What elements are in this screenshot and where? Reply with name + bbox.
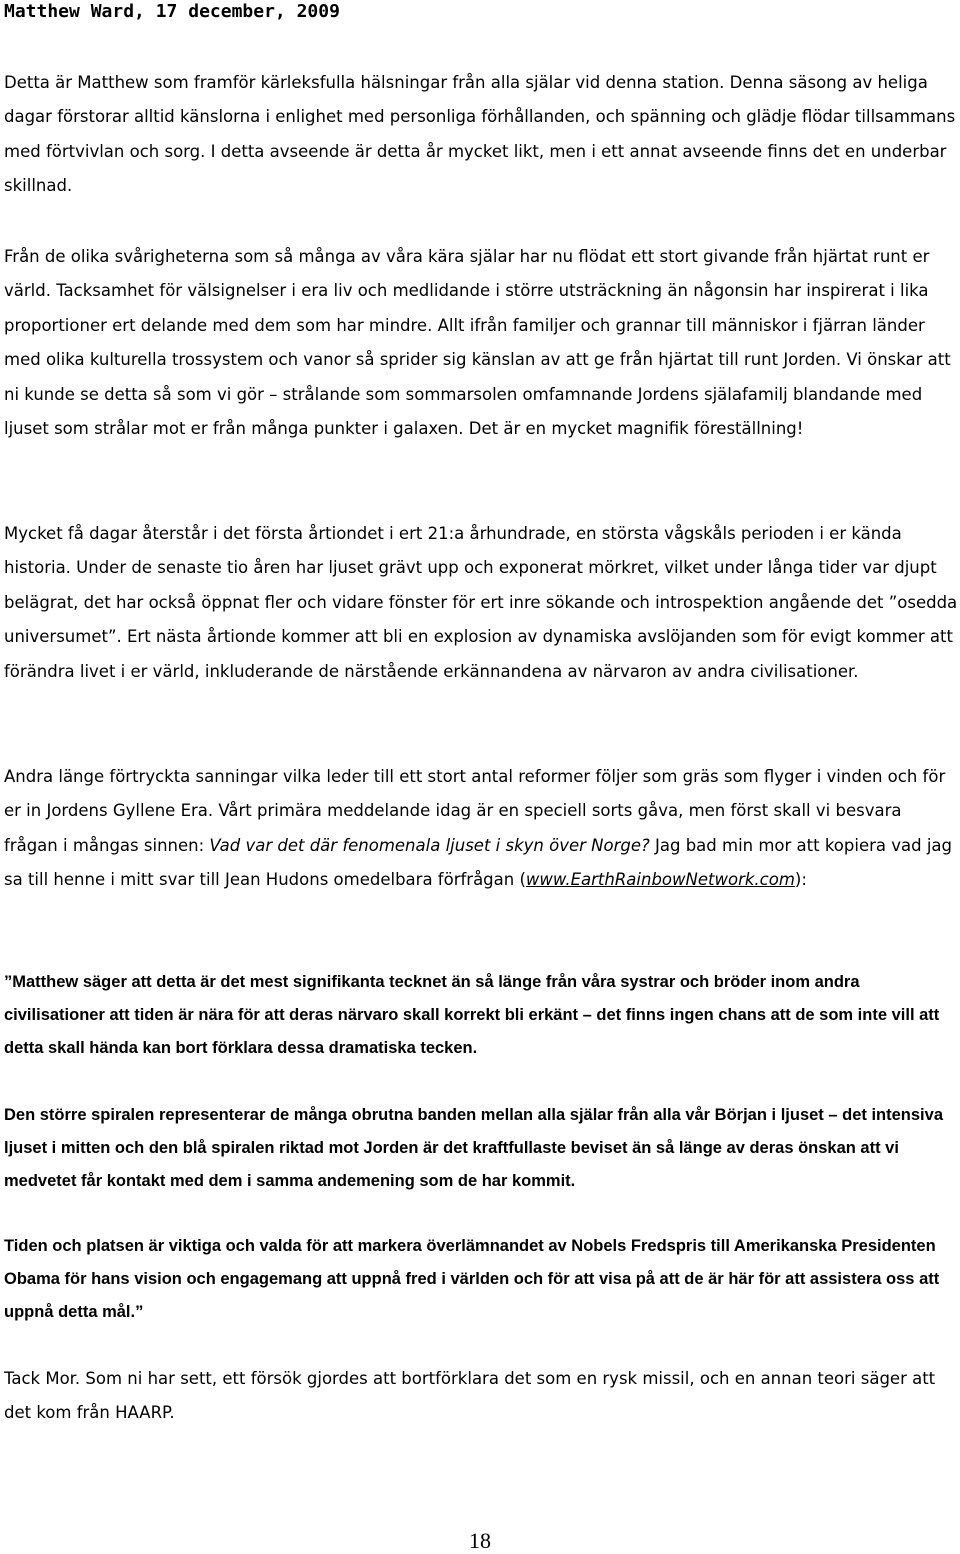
paragraph-4-text-c: ): [794,870,807,890]
paragraph-2: Från de olika svårigheterna som så många av våra kära själar har nu flödat ett stort givande från hjärtat runt er värld. Tacksamhet för välsignelser i era liv och medlidande i större utsträckning än någonsin har inspirerat i lika proportioner ert delande med dem som har mindre. Allt ifrån familjer och grannar till människor i fjärran länder med olika kulturella trossystem och vanor så sprider sig känslan av att ge från hjärtat till runt Jorden. Vi önskar att ni kunde se detta så som vi gör – strålande som sommarsolen omfamnande Jordens själafamilj blandande med ljuset som strålar mot er från många punkter i galaxen. Det är en mycket magnifik föreställning! [4,247,951,439]
paragraph-8: Tack Mor. Som ni har sett, ett försök gjordes att bortförklara det som en rysk missil, och en annan teori säger att det kom från HAARP. [4,1369,936,1423]
page-number: 18 [469,1528,491,1553]
paragraph-4-text-b: Jag bad min mor att kopiera vad jag sa till henne i mitt svar till Jean Hudons omedelbara förfrågan ( [4,835,953,890]
website-link[interactable]: www.EarthRainbowNetwork.com [525,870,795,890]
quote-paragraph-2: Den större spiralen representerar de många obrutna banden mellan alla själar från alla vår Början i ljuset – det intensiva ljuset i mitten och den blå spiralen riktad mot Jorden är det kraftfullaste beviset än så länge av deras önskan att vi medvetet får kontakt med dem i samma andemening som de har kommit. [4,1106,943,1190]
paragraph-4-italic-question: Vad var det där fenomenala ljuset i skyn över Norge? [209,835,650,855]
paragraph-3: Mycket få dagar återstår i det första årtiondet i ert 21:a århundrade, en största vågskåls perioden i er kända historia. Under de senaste tio åren har ljuset grävt upp och exponerat mörkret, vilket under långa tider var djupt belägrat, det har också öppnat fler och vidare fönster för ert inre sökande och introspektion angående det ”osedda universumet”. Ert nästa årtionde kommer att bli en explosion av dynamiska avslöjanden som för evigt kommer att förändra livet i er värld, inkluderande de närstående erkännandena av närvaron av andra civilisationer. [4,524,958,681]
quote-paragraph-3: Tiden och platsen är viktiga och valda för att markera överlämnandet av Nobels Fredspris till Amerikanska Presidenten Obama för hans vision och engagemang att uppnå fred i världen och för att visa på att de är här för att assistera oss att uppnå detta mål.” [4,1237,940,1321]
paragraph-1: Detta är Matthew som framför kärleksfulla hälsningar från alla själar vid denna station. Denna säsong av heliga dagar förstorar alltid känslorna i enlighet med personliga förhållanden, och spänning och glädje flödar tillsammans med förtvivlan och sorg. I detta avseende är detta år mycket likt, men i ett annat avseende finns det en underbar skillnad. [4,73,956,196]
document-header: Matthew Ward, 17 december, 2009 [4,1,340,22]
paragraph-4-text-a: Andra länge förtryckta sanningar vilka leder till ett stort antal reformer följer som gräs som flyger i vinden och för er in Jordens Gyllene Era. Vårt primära meddelande idag är en speciell sorts gåva, men först skall vi besvara frågan i mångas sinnen: [4,767,946,855]
quote-paragraph-1: ”Matthew säger att detta är det mest signifikanta tecknet än så länge från våra systrar och bröder inom andra civilisationer att tiden är nära för att deras närvaro skall korrekt bli erkänt – det finns ingen chans att de som inte vill att detta skall hända kan bort förklara dessa dramatiska tecken. [4,973,940,1057]
paragraph-4 [4,760,960,898]
